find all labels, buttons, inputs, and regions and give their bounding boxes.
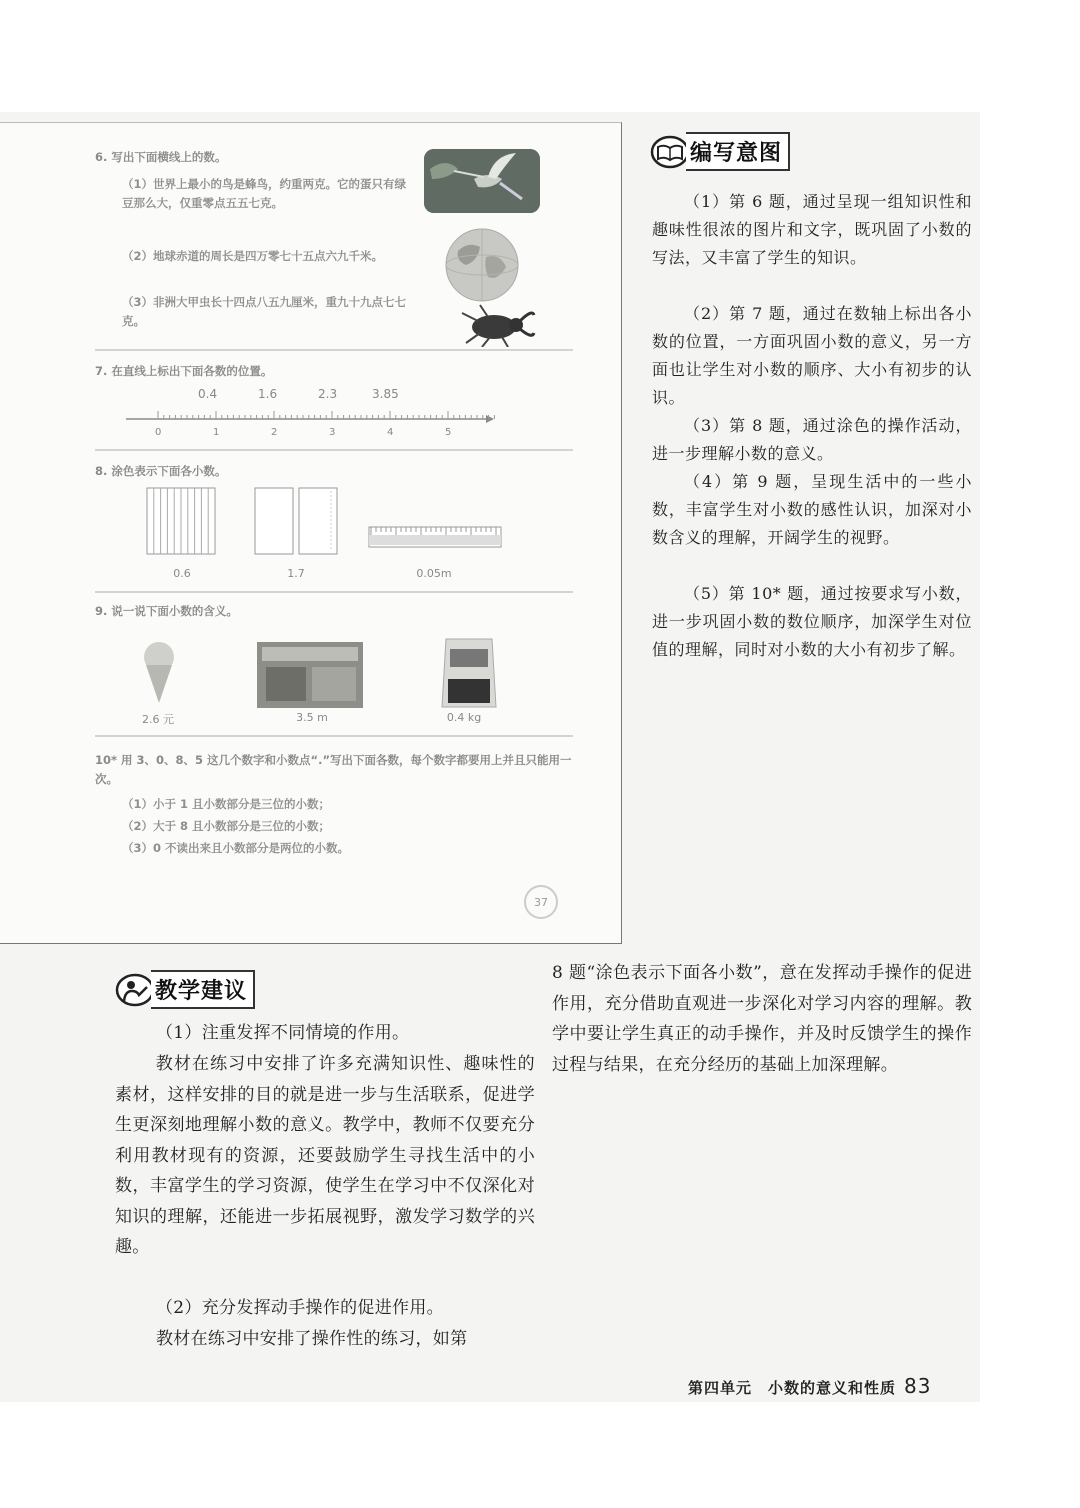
separator bbox=[95, 591, 573, 593]
q10-item-3: （3）0 不读出来且小数部分是两位的小数。 bbox=[122, 841, 350, 855]
advice-heading bbox=[115, 970, 255, 1009]
q9-caption: 0.4 kg bbox=[446, 711, 482, 724]
q8-caption: 0.05m bbox=[416, 567, 452, 580]
intent-paragraph: （5）第 10* 题，通过按要求写小数，进一步巩固小数的数位顺序，加深学生对位值的理解，同时对小数的大小有初步了解。 bbox=[652, 584, 972, 659]
footer-page-number: 83 bbox=[904, 1374, 932, 1398]
q8-title: 8. 涂色表示下面各小数。 bbox=[95, 464, 227, 478]
beetle-image bbox=[456, 303, 536, 347]
advice-point2-title: （2）充分发挥动手操作的促进作用。 bbox=[156, 1298, 444, 1318]
intent-heading bbox=[650, 132, 790, 171]
lecture-icon bbox=[115, 973, 155, 1007]
separator bbox=[95, 349, 573, 351]
q7-title: 7. 在直线上标出下面各数的位置。 bbox=[95, 364, 273, 378]
q7-number: 2.3 bbox=[318, 387, 338, 401]
q9-caption: 2.6 元 bbox=[142, 713, 174, 726]
rice-bag-image bbox=[440, 635, 498, 709]
q7-number: 0.4 bbox=[198, 387, 218, 401]
intent-paragraph: （3）第 8 题，通过涂色的操作活动，进一步理解小数的意义。 bbox=[652, 416, 972, 463]
two-squares bbox=[254, 487, 338, 555]
shop-image bbox=[256, 641, 364, 709]
q8-caption: 0.6 bbox=[173, 567, 191, 580]
intent-paragraph: （1）第 6 题，通过呈现一组知识性和趣味性很浓的图片和文字，既巩固了小数的写法，又丰富了学生的知识。 bbox=[652, 192, 972, 267]
advice-point2-body-left: 教材在练习中安排了操作性的练习，如第 bbox=[156, 1329, 468, 1349]
q7-tick: 4 bbox=[387, 427, 394, 438]
q10-item-1: （1）小于 1 且小数部分是三位的小数； bbox=[122, 797, 331, 811]
globe-image bbox=[444, 227, 520, 303]
intent-title: 编写意图 bbox=[690, 141, 783, 166]
q7-tick: 1 bbox=[213, 427, 220, 438]
textbook-page bbox=[0, 122, 622, 944]
advice-point1-body: 教材在练习中安排了许多充满知识性、趣味性的素材，这样安排的目的就是进一步与生活联系，促进学生更深刻地理解小数的意义。教学中，教师不仅要充分利用教材现有的资源，还要鼓励学生寻找生活中的小数，丰富学生的学习资源，使学生在学习中不仅深化对知识的理解，还能进一步拓展视野，激发学习数学的兴趣。 bbox=[115, 1054, 535, 1257]
striped-square bbox=[146, 487, 216, 555]
separator bbox=[95, 735, 573, 737]
advice-point1-title: （1）注重发挥不同情境的作用。 bbox=[156, 1023, 410, 1043]
q6-item-2: （2）地球赤道的周长是四万零七十五点六九千米。 bbox=[122, 249, 383, 263]
q7-tick: 3 bbox=[329, 427, 336, 438]
separator bbox=[95, 449, 573, 451]
q10-item-2: （2）大于 8 且小数部分是三位的小数； bbox=[122, 819, 331, 833]
footer-unit: 第四单元 小数的意义和性质 bbox=[688, 1379, 897, 1397]
ice-cream-image bbox=[142, 641, 176, 705]
open-book-icon bbox=[650, 135, 690, 169]
q9-title: 9. 说一说下面小数的含义。 bbox=[95, 604, 238, 618]
q10-title: 10* 用 3、0、8、5 这几个数字和小数点“.”写出下面各数，每个数字都要用上并且只能用一次。 bbox=[95, 753, 572, 786]
q8-caption: 1.7 bbox=[287, 567, 305, 580]
q7-tick: 0 bbox=[155, 427, 162, 438]
textbook-page-number: 37 bbox=[524, 885, 558, 919]
q7-tick: 5 bbox=[445, 427, 452, 438]
q6-item-1: （1）世界上最小的鸟是蜂鸟，约重两克。它的蛋只有绿豆那么大，仅重零点五五七克。 bbox=[122, 177, 406, 210]
intent-paragraph: （4）第 9 题，呈现生活中的一些小数，丰富学生对小数的感性认识，加深对小数含义的理解，开阔学生的视野。 bbox=[652, 472, 972, 547]
q6-title: 6. 写出下面横线上的数。 bbox=[95, 150, 227, 164]
number-line bbox=[124, 407, 496, 429]
q7-number: 3.85 bbox=[372, 387, 399, 401]
intent-paragraph: （2）第 7 题，通过在数轴上标出各小数的位置，一方面巩固小数的意义，另一方面也让学生对小数的顺序、大小有初步的认识。 bbox=[652, 304, 972, 407]
q7-number: 1.6 bbox=[258, 387, 278, 401]
hummingbird-image bbox=[424, 149, 540, 213]
q9-caption: 3.5 m bbox=[296, 711, 328, 724]
advice-point2-body-right: 8 题“涂色表示下面各小数”，意在发挥动手操作的促进作用，充分借助直观进一步深化对学习内容的理解。教学中要让学生真正的动手操作，并及时反馈学生的操作过程与结果，在充分经历的基础上加深理解。 bbox=[552, 963, 972, 1075]
ruler bbox=[368, 521, 504, 555]
page-footer bbox=[688, 1374, 931, 1398]
q7-tick: 2 bbox=[271, 427, 278, 438]
q6-item-3: （3）非洲大甲虫长十四点八五九厘米，重九十九点七七克。 bbox=[122, 295, 406, 328]
advice-title: 教学建议 bbox=[155, 979, 248, 1004]
